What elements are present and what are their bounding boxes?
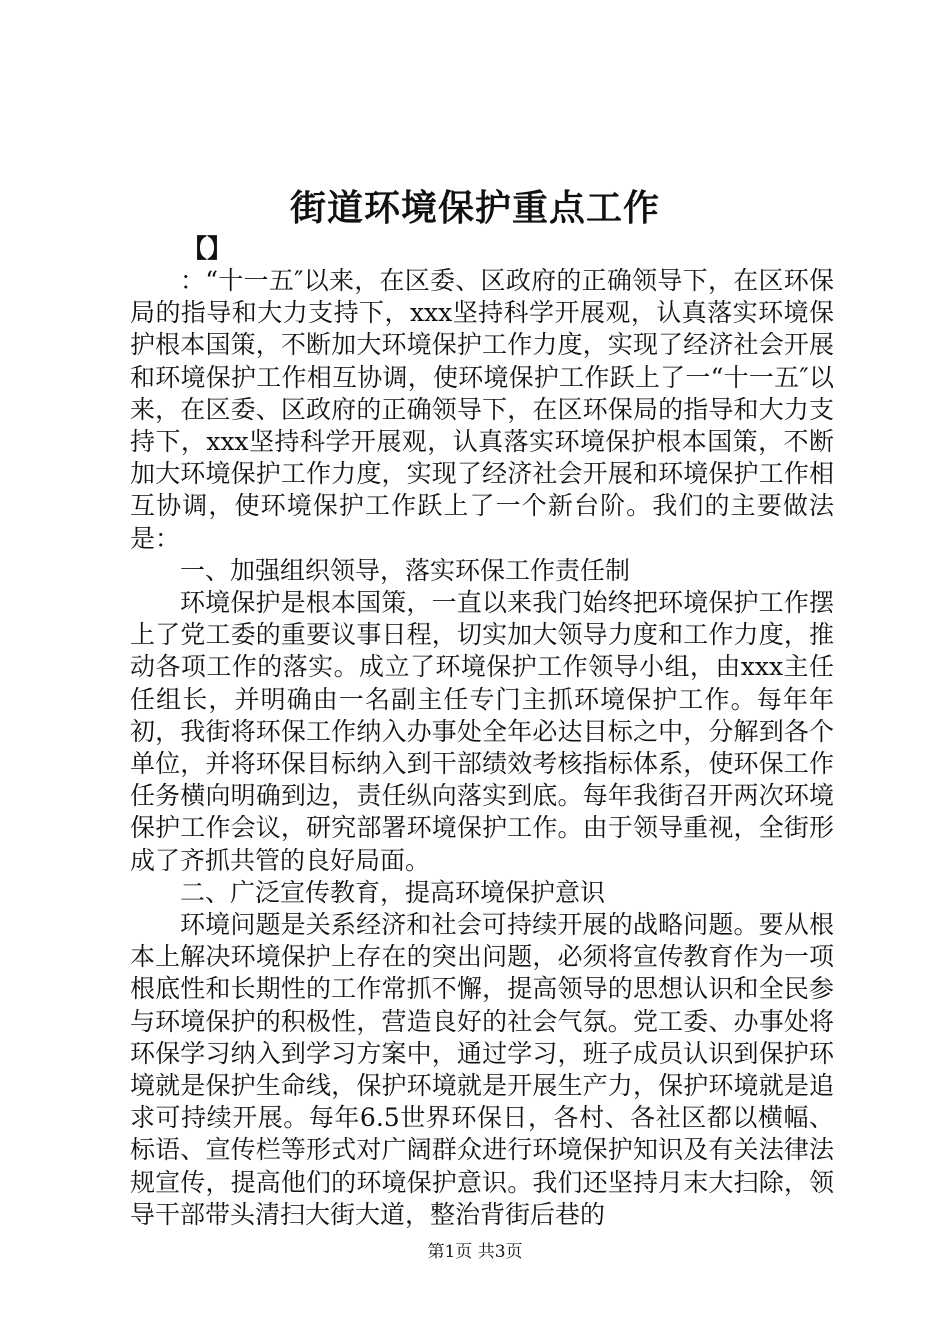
- page-title: 街道环境保护重点工作: [289, 187, 660, 229]
- paragraph-section-2: 环境问题是关系经济和社会可持续开展的战略问题。要从根本上解决环境保护上存在的突出问题，必须将宣传教育作为一项根底性和长期性的工作常抓不懈，提高领导的思想认识和全民参与环境保护的积极性，营造良好的社会气氛。党工委、办事处将环保学习纳入到学习方案中，通过学习，班子成员认识到保护环境就是保护生命线，保护环境就是开展生产力，保护环境就是追求可持续开展。每年6.5世界环保日，各村、各社区都以横幅、标语、宣传栏等形式对广阔群众进行环境保护知识及有关法律法规宣传，提高他们的环境保护意识。我们还坚持月末大扫除，领导干部带头清扫大街大道，整治背街后巷的: [130, 910, 834, 1229]
- page-footer: 第1页 共3页: [427, 1242, 523, 1262]
- document-body: [130, 265, 834, 1231]
- paragraph-section-1: 环境保护是根本国策，一直以来我门始终把环境保护工作摆上了党工委的重要议事日程，切实加大领导力度和工作力度，推动各项工作的落实。成立了环境保护工作领导小组，由xxx主任任组长，并明确由一名副主任专门主抓环境保护工作。每年年初，我街将环保工作纳入办事处全年必达目标之中，分解到各个单位，并将环保目标纳入到干部绩效考核指标体系，使环保工作任务横向明确到边，责任纵向落实到底。每年我街召开两次环境保护工作会议，研究部署环境保护工作。由于领导重视，全街形成了齐抓共管的良好局面。: [130, 588, 834, 875]
- section-heading-1: 一、加强组织领导，落实环保工作责任制: [180, 555, 631, 585]
- section-heading-2: 二、广泛宣传教育，提高环境保护意识: [180, 877, 606, 907]
- paragraph-intro: ：“十一五″以来，在区委、区政府的正确领导下，在区环保局的指导和大力支持下，xxx坚持科学开展观，认真落实环境保护根本国策，不断加大环境保护工作力度，实现了经济社会开展和环境保护工作相互协调，使环境保护工作跃上了一“十一五″以来，在区委、区政府的正确领导下，在区环保局的指导和大力支持下，xxx坚持科学开展观，认真落实环境保护根本国策，不断加大环境保护工作力度，实现了经济社会开展和环境保护工作相互协调，使环境保护工作跃上了一个新台阶。我们的主要做法是：: [130, 266, 834, 553]
- bracket-tag: 【】: [182, 234, 233, 263]
